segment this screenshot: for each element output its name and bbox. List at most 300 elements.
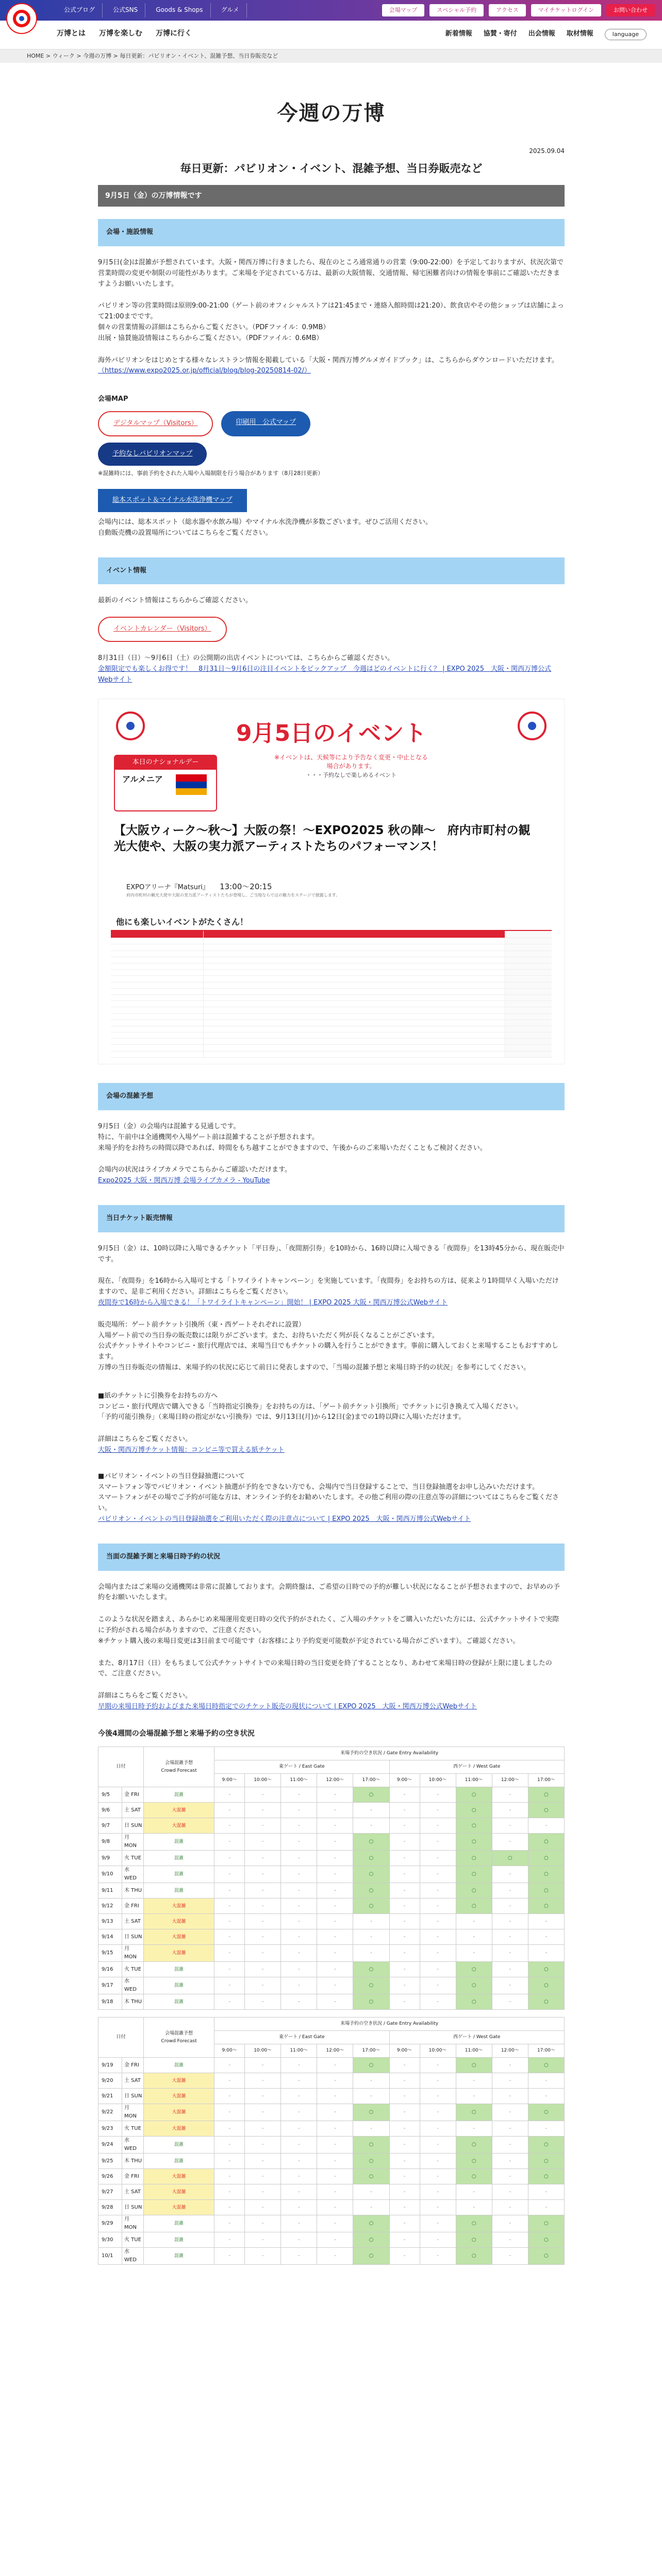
crowd-level-label: 混雑 <box>174 1967 184 1972</box>
availability-cell: ‐ <box>317 2215 353 2232</box>
availability-cell: ‐ <box>281 1994 317 2010</box>
availability-cell: ‐ <box>245 2137 281 2154</box>
availability-cell: ‐ <box>214 1994 245 2010</box>
availability-cell: ‐ <box>389 2089 420 2104</box>
availability-cell: ‐ <box>317 1834 353 1851</box>
availability-cell: ‐ <box>492 1803 528 1818</box>
event-image-title: 9月5日のイベント <box>236 720 427 747</box>
availability-cell: ‐ <box>492 2248 528 2265</box>
availability-cell: ‐ <box>214 1803 245 1818</box>
availability-cell: ‐ <box>245 2154 281 2169</box>
availability-cell: ‐ <box>389 2137 420 2154</box>
no-reservation-map-button[interactable]: 予約なしパビリオンマップ <box>98 443 207 466</box>
availability-cell: ‐ <box>245 2232 281 2248</box>
crowd-level <box>144 2184 214 2200</box>
availability-cell: ‐ <box>281 1883 317 1899</box>
availability-cell: ‐ <box>317 1866 353 1883</box>
col-forecast-header <box>144 1747 214 1787</box>
availability-cell: ‐ <box>214 1851 245 1866</box>
crowd-level <box>144 1914 214 1929</box>
availability-cell: ○ <box>353 1834 389 1851</box>
crowd-level <box>144 1899 214 1914</box>
contact-link[interactable]: お問い合わせ <box>606 4 655 16</box>
language-select[interactable]: language <box>605 29 647 40</box>
events-pickup-link[interactable]: 金額限定でも楽しくお得です！ 8月31日～9月6日の注目イベントをピックアップ 今週はどのイベントに行く？ | EXPO 2025 大阪・関西万博公式Webサイト <box>98 665 551 684</box>
availability-cell: ○ <box>528 2248 564 2265</box>
events-p1: 最新のイベント情報はこちらからご確認ください。 <box>98 597 253 605</box>
availability-cell: ‐ <box>317 2089 353 2104</box>
map-note2: 会場内には、総本スポット（総水器や水飲み場）やマイナル水洗浄機が多数ございます。ぜひご活用ください。 <box>98 518 433 526</box>
availability-cell: ‐ <box>245 2121 281 2137</box>
availability-cell: ‐ <box>353 2200 389 2215</box>
paper-ticket-link[interactable]: 大阪・関西万博チケット情報：コンビニ等で買える紙チケット <box>98 1446 285 1454</box>
availability-cell: ‐ <box>492 2154 528 2169</box>
availability-cell: ‐ <box>281 2104 317 2121</box>
paper-ticket-title: ■紙のチケットに引換券をお持ちの方へ <box>98 1392 218 1400</box>
availability-cell: ‐ <box>389 2104 420 2121</box>
availability-cell: ‐ <box>214 1977 245 1994</box>
availability-cell: ‐ <box>281 1851 317 1866</box>
forecast-p2: このような状況を踏まえ、あらかじめ来場運用変更日時の交代予約がされたく、ご入場のチケットをご購入いただいた方には、公式チケットサイトで実際に予約がされる場合がありますので、ご注意ください。 <box>98 1616 559 1634</box>
availability-cell: ‐ <box>281 2248 317 2265</box>
crowd-level-label: 混雑 <box>174 2253 184 2259</box>
availability-cell: ‐ <box>389 1818 420 1834</box>
hours-p3[interactable]: 個々の営業情報の詳細はこちらからご覧ください。（PDFファイル：0.9MB） <box>98 323 330 331</box>
east-gate-header: 東ゲート / East Gate <box>214 1760 389 1774</box>
availability-cell: ‐ <box>317 2137 353 2154</box>
row-date: 9/14 <box>98 1929 122 1945</box>
availability-cell: ‐ <box>281 2073 317 2089</box>
availability-cell: ‐ <box>389 2058 420 2073</box>
availability-cell: ‐ <box>245 1899 281 1914</box>
event-list-row <box>111 1014 552 1020</box>
availability-cell: ‐ <box>317 2248 353 2265</box>
time-slot-header: 12:00～ <box>317 2044 353 2058</box>
congestion-p4: 会場内の状況はライブカメラでこちらからご確認いただけます。 <box>98 1166 292 1174</box>
time-slot-header: 11:00～ <box>281 2044 317 2058</box>
availability-cell: ‐ <box>456 1914 492 1929</box>
availability-cell: ‐ <box>317 2121 353 2137</box>
availability-cell: ‐ <box>492 2200 528 2215</box>
event-list-row <box>111 1020 552 1026</box>
row-weekday: 水 WED <box>122 1866 144 1883</box>
time-slot-header: 10:00～ <box>420 1774 456 1787</box>
availability-cell: ‐ <box>456 2184 492 2200</box>
row-weekday: 金 FRI <box>122 2169 144 2184</box>
west-gate-header: 西ゲート / West Gate <box>389 1760 564 1774</box>
availability-cell: ‐ <box>245 2215 281 2232</box>
availability-cell: ○ <box>528 1962 564 1977</box>
row-weekday: 土 SAT <box>122 2073 144 2089</box>
availability-cell: ‐ <box>214 2215 245 2232</box>
event-note-top: ※イベントは、天候等により予告なく変更・中止となる場合があります。 <box>274 754 428 770</box>
availability-cell: ‐ <box>389 1803 420 1818</box>
availability-cell: ‐ <box>420 2184 456 2200</box>
congestion-p2: 特に、午前中は全通機関や入場ゲート前は混雑することが予想されます。 <box>98 1133 319 1141</box>
availability-cell: ○ <box>456 1834 492 1851</box>
forecast-p3: ※チケット購入後の来場日変更は3日前まで可能です（お客様により予約変更可能数が予定されている場合がございます）。ご確認ください。 <box>98 1637 520 1645</box>
availability-cell: ‐ <box>214 2248 245 2265</box>
hours-p4[interactable]: 出展・協賛施設情報はこちらからご覧ください。（PDFファイル：0.6MB） <box>98 334 323 342</box>
availability-cell: ‐ <box>492 2169 528 2184</box>
availability-cell: ‐ <box>420 1834 456 1851</box>
featured-event-name: 【大阪ウィーク～秋～】大阪の祭！～EXPO2025 秋の陣～ 府内市町村の観光大使や、大阪の実力派アーティストたちのパフォーマンス！ <box>114 824 531 854</box>
top-nav <box>57 0 247 21</box>
event-list-row <box>111 995 552 1001</box>
table-row <box>98 2248 565 2265</box>
crowd-level-label: 大混雑 <box>172 2126 186 2131</box>
row-weekday: 日 SUN <box>122 1818 144 1834</box>
featured-event-venue: EXPOアリーナ『Matsuri』 <box>126 884 209 892</box>
nav-visit[interactable]: 万博に行く <box>156 29 192 38</box>
row-date: 9/22 <box>98 2104 122 2121</box>
availability-cell: ‐ <box>389 1962 420 1977</box>
event-list-row <box>111 982 552 989</box>
availability-cell: ○ <box>528 1994 564 2010</box>
col-forecast-header <box>144 2018 214 2058</box>
lottery-link[interactable]: パビリオン・イベントの当日登録抽選をご利用いただく際の注意点について | EXPO 2025 大阪・関西万博公式Webサイト <box>98 1515 471 1523</box>
availability-cell: ○ <box>492 1851 528 1866</box>
my-ticket-login-link[interactable]: マイチケットログイン <box>531 4 601 16</box>
availability-cell: ‐ <box>389 1929 420 1945</box>
forecast-p5[interactable]: 詳細はこちらをご覧ください。 <box>98 1692 192 1700</box>
event-list-row <box>111 963 552 970</box>
row-weekday: 木 THU <box>122 2154 144 2169</box>
availability-cell: ○ <box>456 1818 492 1834</box>
event-list-row <box>111 938 552 944</box>
availability-cell: ○ <box>456 1994 492 2010</box>
availability-cell: ○ <box>528 1899 564 1914</box>
availability-cell: ○ <box>528 1851 564 1866</box>
availability-cell: ‐ <box>389 1977 420 1994</box>
availability-cell: ‐ <box>456 1945 492 1962</box>
availability-cell: ‐ <box>353 2121 389 2137</box>
availability-cell: ‐ <box>528 2089 564 2104</box>
availability-cell: ‐ <box>317 1803 353 1818</box>
availability-cell: ‐ <box>420 1945 456 1962</box>
forecast-header-label-en: Crowd Forecast <box>161 2038 197 2044</box>
water-spot-map-button[interactable]: 総本スポット＆マイナル水洗浄機マップ <box>98 489 247 512</box>
row-date: 9/26 <box>98 2169 122 2184</box>
top-nav-gourmet[interactable]: グルメ <box>214 3 247 17</box>
row-weekday: 木 THU <box>122 1883 144 1899</box>
top-bar <box>0 0 662 21</box>
availability-cell: ○ <box>528 2232 564 2248</box>
event-list-row <box>111 976 552 982</box>
row-date: 9/27 <box>98 2184 122 2200</box>
availability-cell: ‐ <box>214 2121 245 2137</box>
event-list-row <box>111 944 552 951</box>
row-date: 9/24 <box>98 2137 122 2154</box>
availability-cell: ‐ <box>528 2073 564 2089</box>
table-row <box>98 1866 565 1883</box>
availability-cell: ‐ <box>492 1945 528 1962</box>
availability-cell: ‐ <box>492 2073 528 2089</box>
availability-cell: ‐ <box>420 2248 456 2265</box>
crowd-level <box>144 2121 214 2137</box>
time-slot-header: 11:00～ <box>281 1774 317 1787</box>
availability-cell: ‐ <box>214 2089 245 2104</box>
event-list-row <box>111 1001 552 1007</box>
event-image-note <box>274 753 428 779</box>
nav-enjoy[interactable]: 万博を楽しむ <box>99 29 142 38</box>
availability-cell: ‐ <box>420 2215 456 2232</box>
availability-cell: ‐ <box>492 2215 528 2232</box>
row-date: 9/28 <box>98 2200 122 2215</box>
availability-cell: ‐ <box>389 2169 420 2184</box>
tickets-p2: 現在、「夜間券」を16時から入場可とする「トワイライトキャンペーン」を実施しています。「夜間券」をお持ちの方は、従来より1時間早く入場いただけますので、是非ご利用ください。詳細はこちらをご覧ください。 <box>98 1277 559 1296</box>
forecast-header-label: 会場混雑予想 <box>165 2031 193 2037</box>
availability-cell: ○ <box>456 1851 492 1866</box>
availability-cell: ○ <box>353 1994 389 2010</box>
forecast-link[interactable]: 早期の来場日時予約およびまた来場日時指定でのチケット販売の現状について | EXPO 2025 大阪・関西万博公式Webサイト <box>98 1702 477 1710</box>
top-nav-sns[interactable]: 公式SNS <box>106 3 145 17</box>
west-gate-header: 西ゲート / West Gate <box>389 2031 564 2044</box>
crowd-level-label: 大混雑 <box>172 2093 186 2099</box>
availability-cell: ○ <box>353 2169 389 2184</box>
gourmet-guide-link[interactable]: （https://www.expo2025.or.jp/official/blog/blog-20250814-02/） <box>98 367 311 375</box>
availability-cell: ‐ <box>389 2200 420 2215</box>
crowd-level <box>144 1994 214 2010</box>
top-nav-goods[interactable]: Goods & Shops <box>148 3 210 17</box>
availability-cell: ○ <box>528 1866 564 1883</box>
row-weekday: 水 WED <box>122 2248 144 2265</box>
event-list-row <box>111 989 552 995</box>
availability-cell: ○ <box>456 2137 492 2154</box>
top-nav-blog[interactable]: 公式ブログ <box>57 3 103 17</box>
availability-cell: ‐ <box>317 1914 353 1929</box>
nav-exhibitors[interactable]: 出会情報 <box>528 30 555 38</box>
crowd-level <box>144 2169 214 2184</box>
crowd-level <box>144 2232 214 2248</box>
availability-cell: ○ <box>528 1803 564 1818</box>
table-row <box>98 1914 565 1929</box>
availability-cell: ‐ <box>317 1945 353 1962</box>
event-calendar-button[interactable]: イベントカレンダー（Visitors） <box>98 617 227 642</box>
event-list-row <box>111 970 552 976</box>
section-heading-congestion: 会場の混雑予想 <box>98 1083 565 1110</box>
table-row <box>98 1977 565 1994</box>
availability-cell: ‐ <box>214 2058 245 2073</box>
lottery-p2: スマートフォンがその場でご予約が可能な方は、オンライン予約をお勧めいたします。その他ご利用の際の注意点等の詳細についてはこちらをご覧ください。 <box>98 1494 559 1513</box>
live-camera-link[interactable]: Expo2025 大阪・関西万博 会場ライブカメラ - YouTube <box>98 1177 270 1185</box>
print-map-button[interactable]: 印刷用 公式マップ <box>221 411 310 436</box>
crowd-level-label: 大混雑 <box>172 2174 186 2179</box>
availability-cell: ‐ <box>245 2104 281 2121</box>
availability-cell: ‐ <box>214 1818 245 1834</box>
venue-map-link[interactable]: 会場マップ <box>382 4 425 16</box>
availability-cell: ‐ <box>317 1962 353 1977</box>
paper-ticket-p2: 「予約可能引換券」（来場日時の指定がない引換券）では、9月13日(月)から12日(金)までの1時以降に入場いただけます。 <box>98 1413 466 1421</box>
availability-cell: ‐ <box>420 2104 456 2121</box>
crowd-level <box>144 1883 214 1899</box>
availability-cell: ‐ <box>281 1899 317 1914</box>
availability-cell: ‐ <box>281 1787 317 1803</box>
hours-p5: 海外パビリオンをはじめとする様々なレストラン情報を掲載している「大阪・関西万博グルメガイドブック」は、こちらからダウンロードいただけます。 <box>98 356 558 364</box>
availability-cell: ‐ <box>245 2248 281 2265</box>
availability-cell: ‐ <box>492 1962 528 1977</box>
lottery-title: ■パビリオン・イベントの当日登録抽選について <box>98 1472 245 1480</box>
availability-table-2 <box>98 2017 565 2265</box>
crowd-level-label: 混雑 <box>174 2142 184 2148</box>
availability-cell: ○ <box>353 1866 389 1883</box>
row-weekday: 月 MON <box>122 1945 144 1962</box>
availability-cell: ‐ <box>281 2154 317 2169</box>
row-date: 9/7 <box>98 1818 122 1834</box>
availability-cell: ‐ <box>245 2169 281 2184</box>
row-weekday: 月 MON <box>122 1834 144 1851</box>
availability-cell: ○ <box>456 2104 492 2121</box>
crowd-level-label: 混雑 <box>174 1999 184 2005</box>
nav-about[interactable]: 万博とは <box>57 29 86 38</box>
crowd-level-label: 大混雑 <box>172 1919 186 1924</box>
availability-cell: ‐ <box>214 1929 245 1945</box>
availability-cell: ○ <box>353 1787 389 1803</box>
row-date: 10/1 <box>98 2248 122 2265</box>
time-slot-header: 11:00～ <box>456 1774 492 1787</box>
table-row <box>98 1787 565 1803</box>
map-note3[interactable]: 自動販売機の設置場所についてはこちらをご覧ください。 <box>98 529 272 537</box>
availability-cell: ‐ <box>456 2073 492 2089</box>
availability-cell: ‐ <box>245 1851 281 1866</box>
twilight-campaign-link[interactable]: 夜間券で16時から入場できる！「トワイライトキャンペーン」開始！ | EXPO 2025 大阪・関西万博公式Webサイト <box>98 1299 448 1307</box>
availability-cell: ‐ <box>214 2232 245 2248</box>
row-weekday: 金 FRI <box>122 2058 144 2073</box>
availability-cell: ‐ <box>492 1787 528 1803</box>
paper-ticket-p3[interactable]: 詳細はこちらをご覧ください。 <box>98 1435 192 1444</box>
crowd-level-label: 大混雑 <box>172 2189 186 2195</box>
availability-cell: ○ <box>456 2215 492 2232</box>
availability-cell: ‐ <box>492 2121 528 2137</box>
availability-cell: ‐ <box>456 1929 492 1945</box>
availability-table-1 <box>98 1747 565 2010</box>
availability-cell: ‐ <box>492 2184 528 2200</box>
access-link[interactable]: アクセス <box>489 4 526 16</box>
availability-cell: ○ <box>353 2232 389 2248</box>
availability-cell: ‐ <box>528 1945 564 1962</box>
row-weekday: 土 SAT <box>122 1803 144 1818</box>
availability-cell: ‐ <box>389 2184 420 2200</box>
time-slot-header: 12:00～ <box>492 1774 528 1787</box>
availability-cell: ‐ <box>214 2200 245 2215</box>
tickets-p4: 入場ゲート前での当日券の販売数には限りがございます。また、お待ちいただく列が長くなることがございます。 <box>98 1331 439 1340</box>
crowd-level <box>144 1962 214 1977</box>
row-date: 9/20 <box>98 2073 122 2089</box>
availability-cell: ‐ <box>245 2089 281 2104</box>
crowd-level-label: 混雑 <box>174 1888 184 1893</box>
availability-cell: ‐ <box>420 1899 456 1914</box>
crowd-level-label: 混雑 <box>174 2158 184 2164</box>
crowd-level-label: 混雑 <box>174 2237 184 2243</box>
nav-news[interactable]: 新着情報 <box>445 30 472 38</box>
crowd-level <box>144 2248 214 2265</box>
time-slot-header: 11:00～ <box>456 2044 492 2058</box>
row-date: 9/6 <box>98 1803 122 1818</box>
row-weekday: 金 FRI <box>122 1787 144 1803</box>
table-row <box>98 1803 565 1818</box>
nav-sponsor[interactable]: 協賛・寄付 <box>483 30 517 38</box>
availability-cell: ‐ <box>420 1914 456 1929</box>
availability-cell: ○ <box>353 2104 389 2121</box>
availability-cell: ‐ <box>420 2121 456 2137</box>
digital-map-button[interactable]: デジタルマップ（Visitors） <box>98 411 213 436</box>
availability-cell: ‐ <box>492 2137 528 2154</box>
availability-cell: ○ <box>353 1883 389 1899</box>
row-date: 9/18 <box>98 1994 122 2010</box>
availability-cell: ‐ <box>281 1962 317 1977</box>
availability-cell: ○ <box>456 1787 492 1803</box>
row-weekday: 木 THU <box>122 1994 144 2010</box>
availability-cell: ‐ <box>389 1834 420 1851</box>
crowd-level <box>144 1787 214 1803</box>
row-date: 9/30 <box>98 2232 122 2248</box>
row-weekday: 火 TUE <box>122 1851 144 1866</box>
availability-cell: ‐ <box>317 2232 353 2248</box>
crowd-level-label: 混雑 <box>174 1855 184 1861</box>
crowd-level <box>144 2137 214 2154</box>
special-reserve-link[interactable]: スペシャル予約 <box>429 4 484 16</box>
availability-cell: ‐ <box>214 1883 245 1899</box>
availability-cell: ‐ <box>353 1945 389 1962</box>
availability-cell: ‐ <box>317 1994 353 2010</box>
availability-cell: ‐ <box>281 1929 317 1945</box>
crowd-level-label: 混雑 <box>174 1792 184 1798</box>
availability-cell: ‐ <box>214 1962 245 1977</box>
map-title: 会場MAP <box>98 395 128 403</box>
availability-cell: ‐ <box>389 1914 420 1929</box>
crowd-level-label: 大混雑 <box>172 2078 186 2083</box>
crowd-level <box>144 1818 214 1834</box>
main-content <box>98 72 565 2265</box>
availability-cell: ‐ <box>317 1883 353 1899</box>
time-slot-header: 12:00～ <box>317 1774 353 1787</box>
availability-cell: ‐ <box>214 1945 245 1962</box>
availability-cell: ○ <box>353 1851 389 1866</box>
nav-press[interactable]: 取材情報 <box>566 30 593 38</box>
day-bar: 9月5日（金）の万博情報です <box>98 185 565 207</box>
row-date: 9/16 <box>98 1962 122 1977</box>
top-right-links <box>382 4 655 16</box>
availability-cell: ‐ <box>214 2154 245 2169</box>
national-day-country: アルメニア <box>122 774 163 785</box>
availability-cell: ‐ <box>492 1834 528 1851</box>
expo-logo[interactable] <box>6 3 37 34</box>
availability-cell: ‐ <box>317 2058 353 2073</box>
availability-cell: ‐ <box>245 1962 281 1977</box>
availability-cell: ‐ <box>492 1929 528 1945</box>
availability-cell: ‐ <box>317 1787 353 1803</box>
col-date-header: 日付 <box>98 1747 144 1787</box>
availability-cell: ‐ <box>281 2200 317 2215</box>
publish-date: 2025.09.04 <box>529 147 565 155</box>
forecast-header-label: 会場混雑予想 <box>165 1760 193 1766</box>
congestion-p3: 来場予約をお持ちの時間以降であれば、時間をもち越すことができますので、午後からのご来場いただくこともご検討ください。 <box>98 1144 487 1152</box>
event-list-table <box>111 930 552 1061</box>
crowd-level-label: 混雑 <box>174 1872 184 1877</box>
row-date: 9/5 <box>98 1787 122 1803</box>
table-row <box>98 1899 565 1914</box>
availability-cell: ‐ <box>317 2154 353 2169</box>
time-slot-header: 10:00～ <box>420 2044 456 2058</box>
availability-cell: ‐ <box>317 1851 353 1866</box>
table-row <box>98 2169 565 2184</box>
crowd-level <box>144 1851 214 1866</box>
availability-cell: ‐ <box>245 1883 281 1899</box>
availability-cell: ‐ <box>420 1851 456 1866</box>
section-heading-tickets: 当日チケット販売情報 <box>98 1205 565 1232</box>
availability-cell: ○ <box>528 2154 564 2169</box>
table-row <box>98 1818 565 1834</box>
